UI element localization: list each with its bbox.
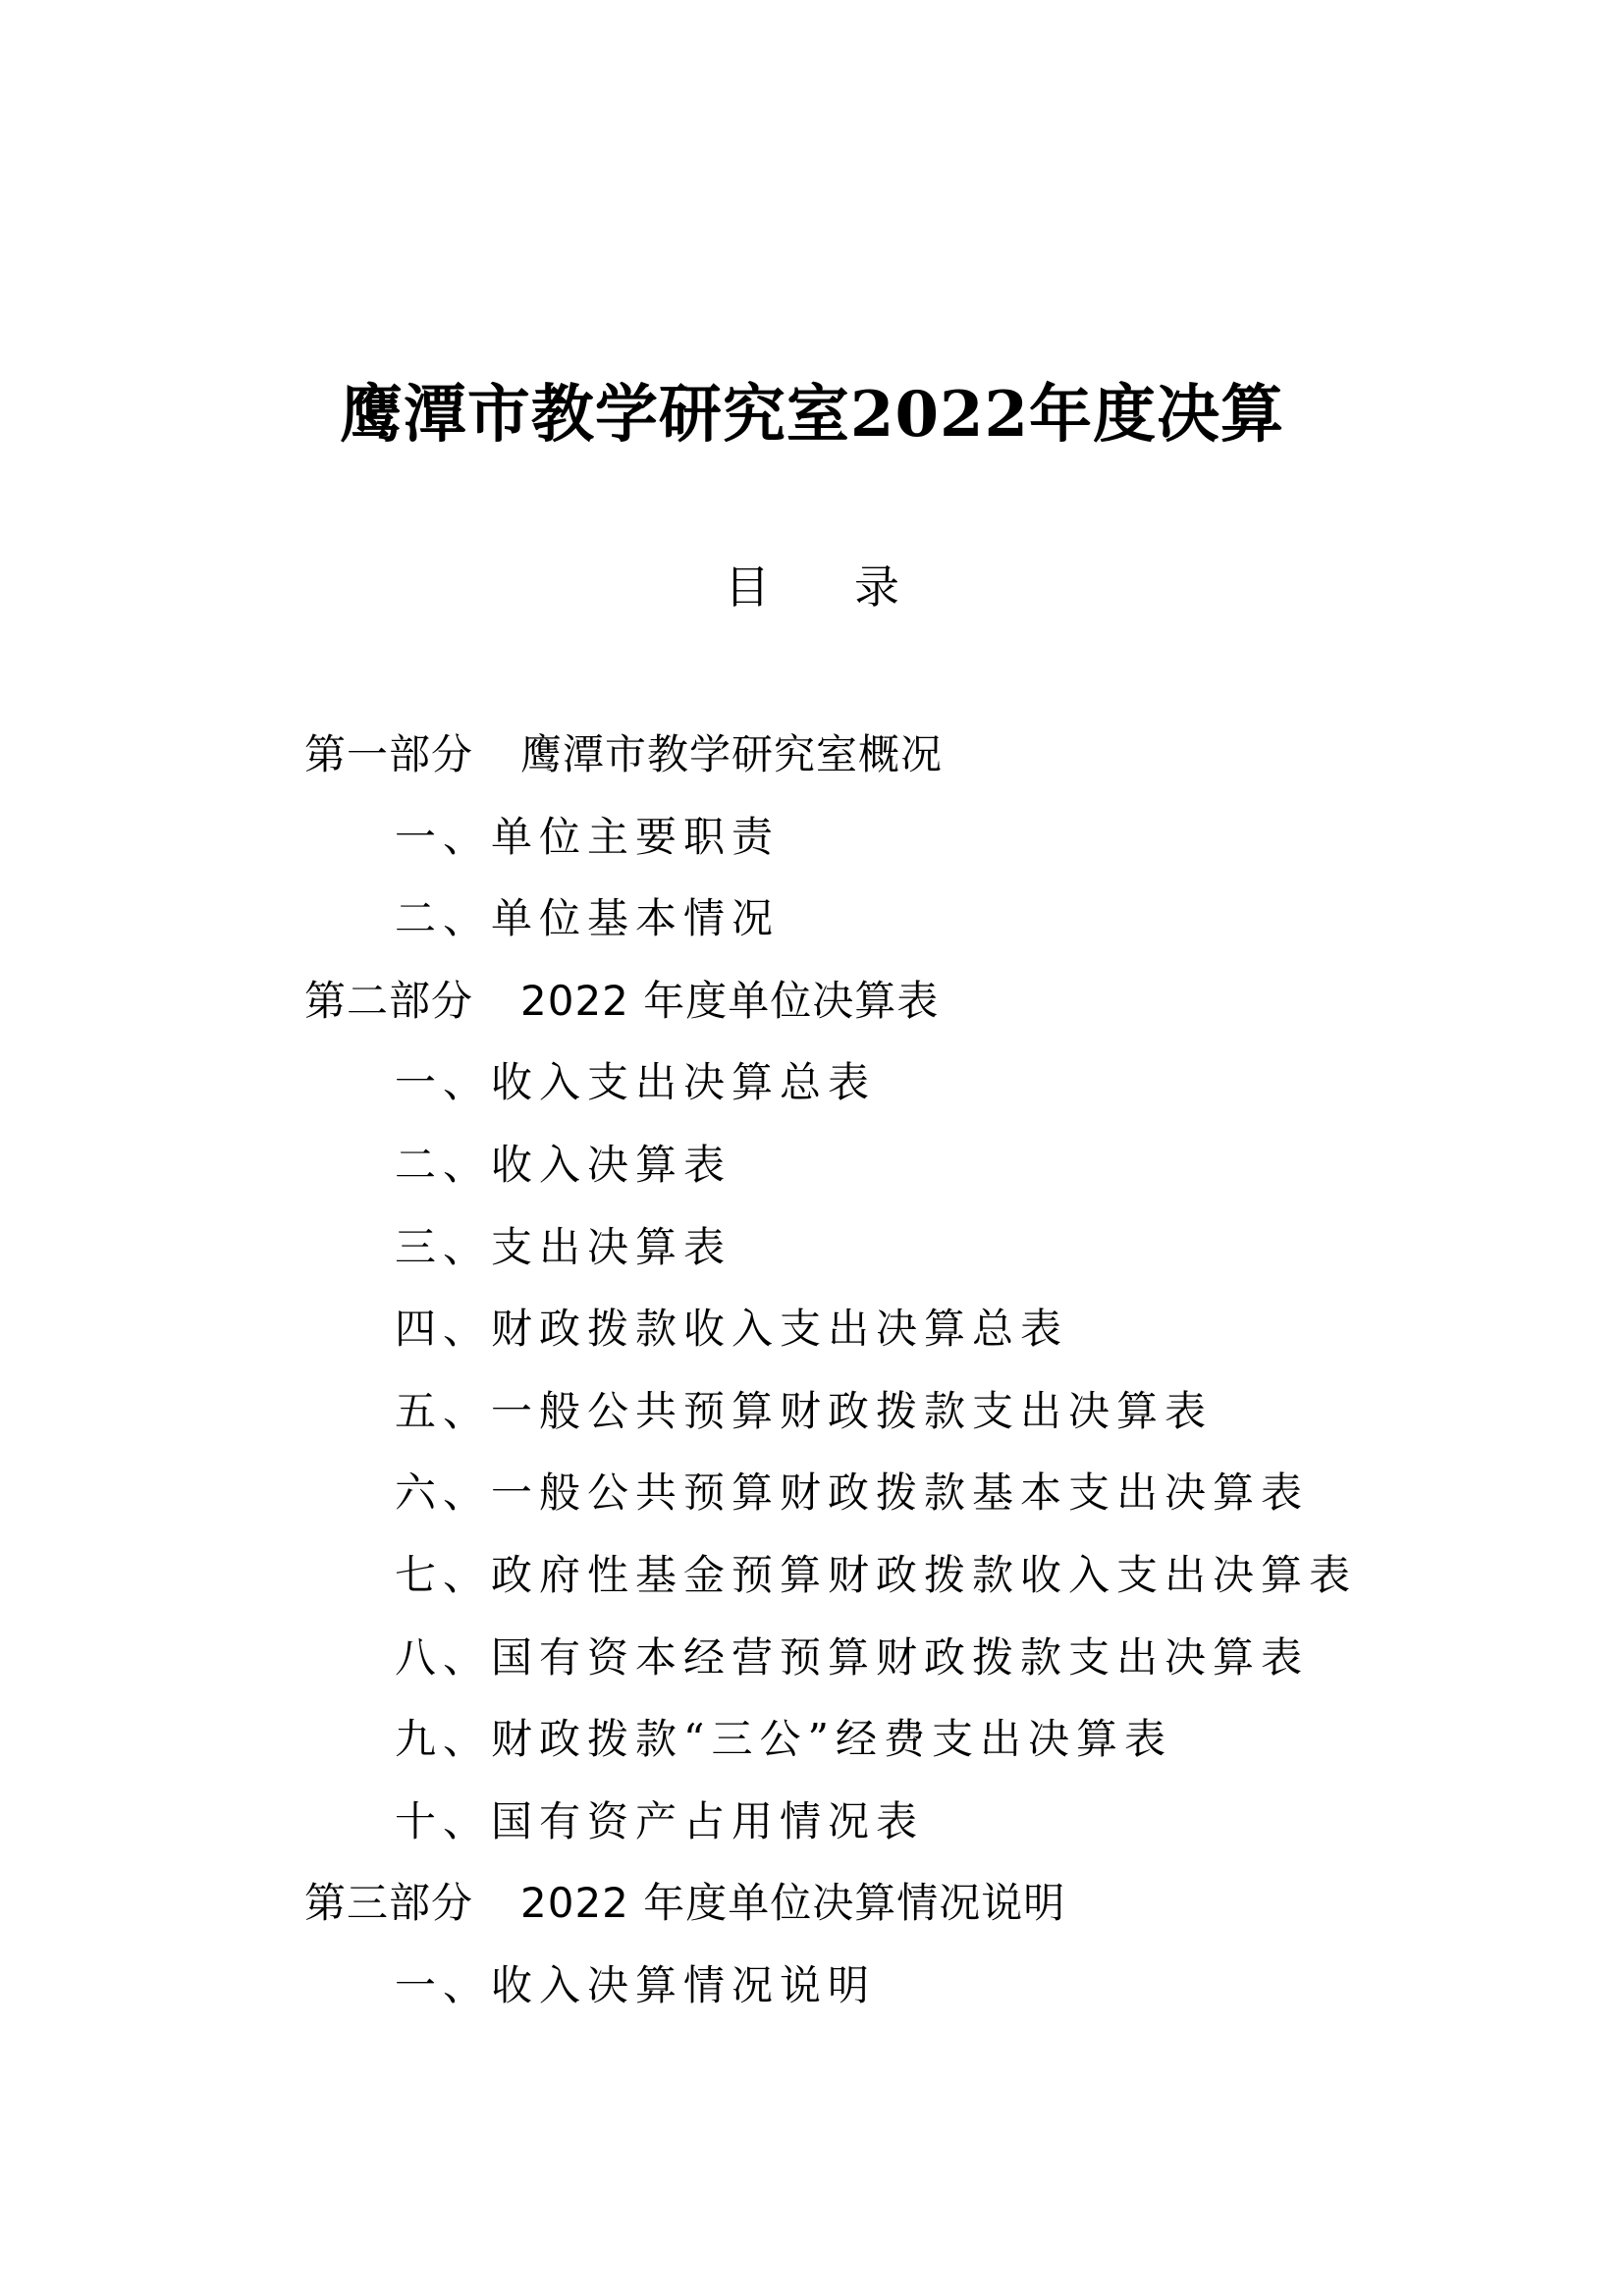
toc-item: 十、国有资产占用情况表 [395,1796,925,1845]
toc-part-3-title: 2022 年度单位决算情况说明 [520,1879,1066,1928]
toc-item: 三、支出决算表 [395,1222,732,1271]
toc-item: 一、收入支出决算总表 [395,1058,877,1107]
toc-part-3-number: 第三部分 [304,1879,474,1928]
toc-part-2 [304,960,1384,1042]
table-of-contents [304,714,1384,2027]
toc-item: 二、收入决算表 [395,1140,732,1189]
toc-item: 六、一般公共预算财政拨款基本支出决算表 [395,1468,1310,1518]
toc-item: 九、财政拨款“三公”经费支出决算表 [395,1715,1172,1764]
toc-item: 一、单位主要职责 [395,812,781,861]
toc-heading: 目录 [725,561,984,614]
toc-item: 一、收入决算情况说明 [395,1960,877,2009]
toc-item: 七、政府性基金预算财政拨款收入支出决算表 [395,1550,1358,1599]
toc-part-2-number: 第二部分 [304,976,474,1025]
toc-item: 二、单位基本情况 [395,894,781,943]
toc-part-1-title: 鹰潭市教学研究室概况 [520,730,944,778]
page-title: 鹰潭市教学研究室2022年度决算 [339,378,1285,452]
toc-item: 五、一般公共预算财政拨款支出决算表 [395,1386,1214,1435]
toc-part-1-number: 第一部分 [304,730,474,778]
toc-part-3 [304,1862,1384,1945]
toc-part-2-title: 2022 年度单位决算表 [520,976,940,1025]
toc-part-1 [304,714,1384,796]
toc-item: 八、国有资本经营预算财政拨款支出决算表 [395,1632,1310,1682]
toc-item: 四、财政拨款收入支出决算总表 [395,1305,1069,1354]
